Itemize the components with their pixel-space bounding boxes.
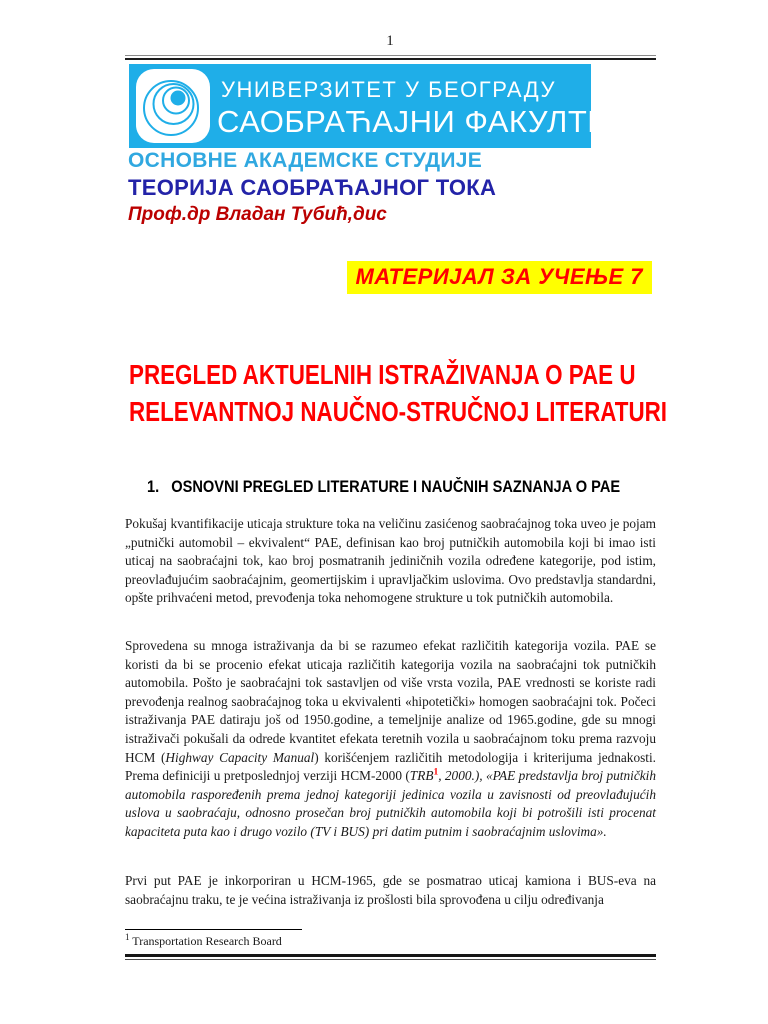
university-name: УНИВЕРЗИТЕТ У БЕОГРАДУ xyxy=(221,77,556,102)
paragraph-2-text: Sprovedena su mnoga istraživanja da bi se razumeo efekat različitih kategorija vozila. PAE se koristi da bi se procenio efekat uticaja različitih kategorija vozila na saobraćajni tok putničkih automobila. Pošto je saobraćajni tok sastavljen od više vrsta vozila, PAE vrednosti se koriste radi prevođenja realnog saobraćajnog toka u ekvivalenti «hipotetički» homogen saobraćajni tok. Počeci istraživanja PAE datiraju još od 1950.godine, a temeljnije analize od 1965.godine, gde su mnogi istraživači pokušali da odrede kvantitet efekata teretnih vozila u saobraćajnom toku prema razvoju HCM ( xyxy=(125,638,656,765)
section-number: 1. xyxy=(147,477,160,496)
pae-definition-quote: «PAE predstavlja broj putničkih automobila raspoređenih prema jednoj kategoriji jedinica vozila u zavisnosti od preovlađujućih uslova u saobraćaju, odnosno prosečan broj putničkih automobila koji bi potrošili isti procenat kapaciteta puta kao i drugo vozilo (TV i BUS) pri datim putnim i saobraćajnim uslovima». xyxy=(125,768,656,839)
header-rule xyxy=(125,55,656,60)
professor-name: Проф.др Владан Тубић,дис xyxy=(128,204,387,225)
page-number: 1 xyxy=(386,33,394,49)
footnote-reference-superscript: 1 xyxy=(433,767,439,778)
course-heading: ТЕОРИЈА САОБРАЋАЈНОГ ТОКА xyxy=(128,175,497,200)
paragraph-2-text: ) korišćenjem različitih metodologija i kriterijuma jednakosti. Prema definiciji u pretposlednjoj verziji HCM-2000 ( xyxy=(125,749,656,784)
reference-year: , 2000.), xyxy=(438,768,486,784)
footnote-text: Transportation Research Board xyxy=(129,934,282,948)
footnote-marker: 1 xyxy=(125,932,130,942)
paragraph-3: Prvi put PAE je inkorporiran u HCM-1965, gde se posmatrao uticaj kamiona i BUS-eva na saobraćajnu traku, te je većina istraživanja iz prošlosti bila sprovođena u cilju određivanja xyxy=(125,873,656,907)
material-badge: МАТЕРИЈАЛ ЗА УЧЕЊЕ 7 xyxy=(347,261,652,294)
footer-rule xyxy=(125,954,656,960)
section-heading xyxy=(147,477,620,497)
paragraph-2 xyxy=(125,637,656,842)
faculty-logo-icon xyxy=(136,69,210,143)
section-title: OSNOVNI PREGLED LITERATURE I NAUČNIH SAZNANJA O PAE xyxy=(171,477,621,496)
hcm-manual-italic: Highway Capacity Manual xyxy=(165,749,315,765)
document-title-line2: RELEVANTNOJ NAUČNO-STRUČNOJ LITERATURI xyxy=(129,396,668,427)
faculty-name: САОБРАЋАЈНИ ФАКУЛТЕТ xyxy=(217,104,628,139)
studies-heading: ОСНОВНЕ АКАДЕМСКЕ СТУДИЈЕ xyxy=(128,149,483,172)
footnote-separator xyxy=(125,929,302,930)
university-banner xyxy=(129,64,628,148)
footnote xyxy=(125,934,282,949)
trb-reference: TRB xyxy=(409,768,434,784)
document-title-line1: PREGLED AKTUELNIH ISTRAŽIVANJA O PAE U xyxy=(129,359,636,390)
paragraph-1: Pokušaj kvantifikacije uticaja strukture toka na veličinu zasićenog saobraćajnog toka uveo je pojam „putnički automobil – ekvivalent“ PAE, definisan kao broj putničkih automobila koji bi imao isti uticaj na saobraćajni tok, kao broj posmatranih jediničnih vozila određene kategorije, pod istim, preovlađujućim saobraćajnim, geomertijskim i upravljačkim uslovima. Ovo predstavlja standardni, opšte prihvaćeni metod, prevođenja toka nehomogene strukture u tok putničkih automobila. xyxy=(125,516,656,606)
document-title xyxy=(129,356,668,430)
